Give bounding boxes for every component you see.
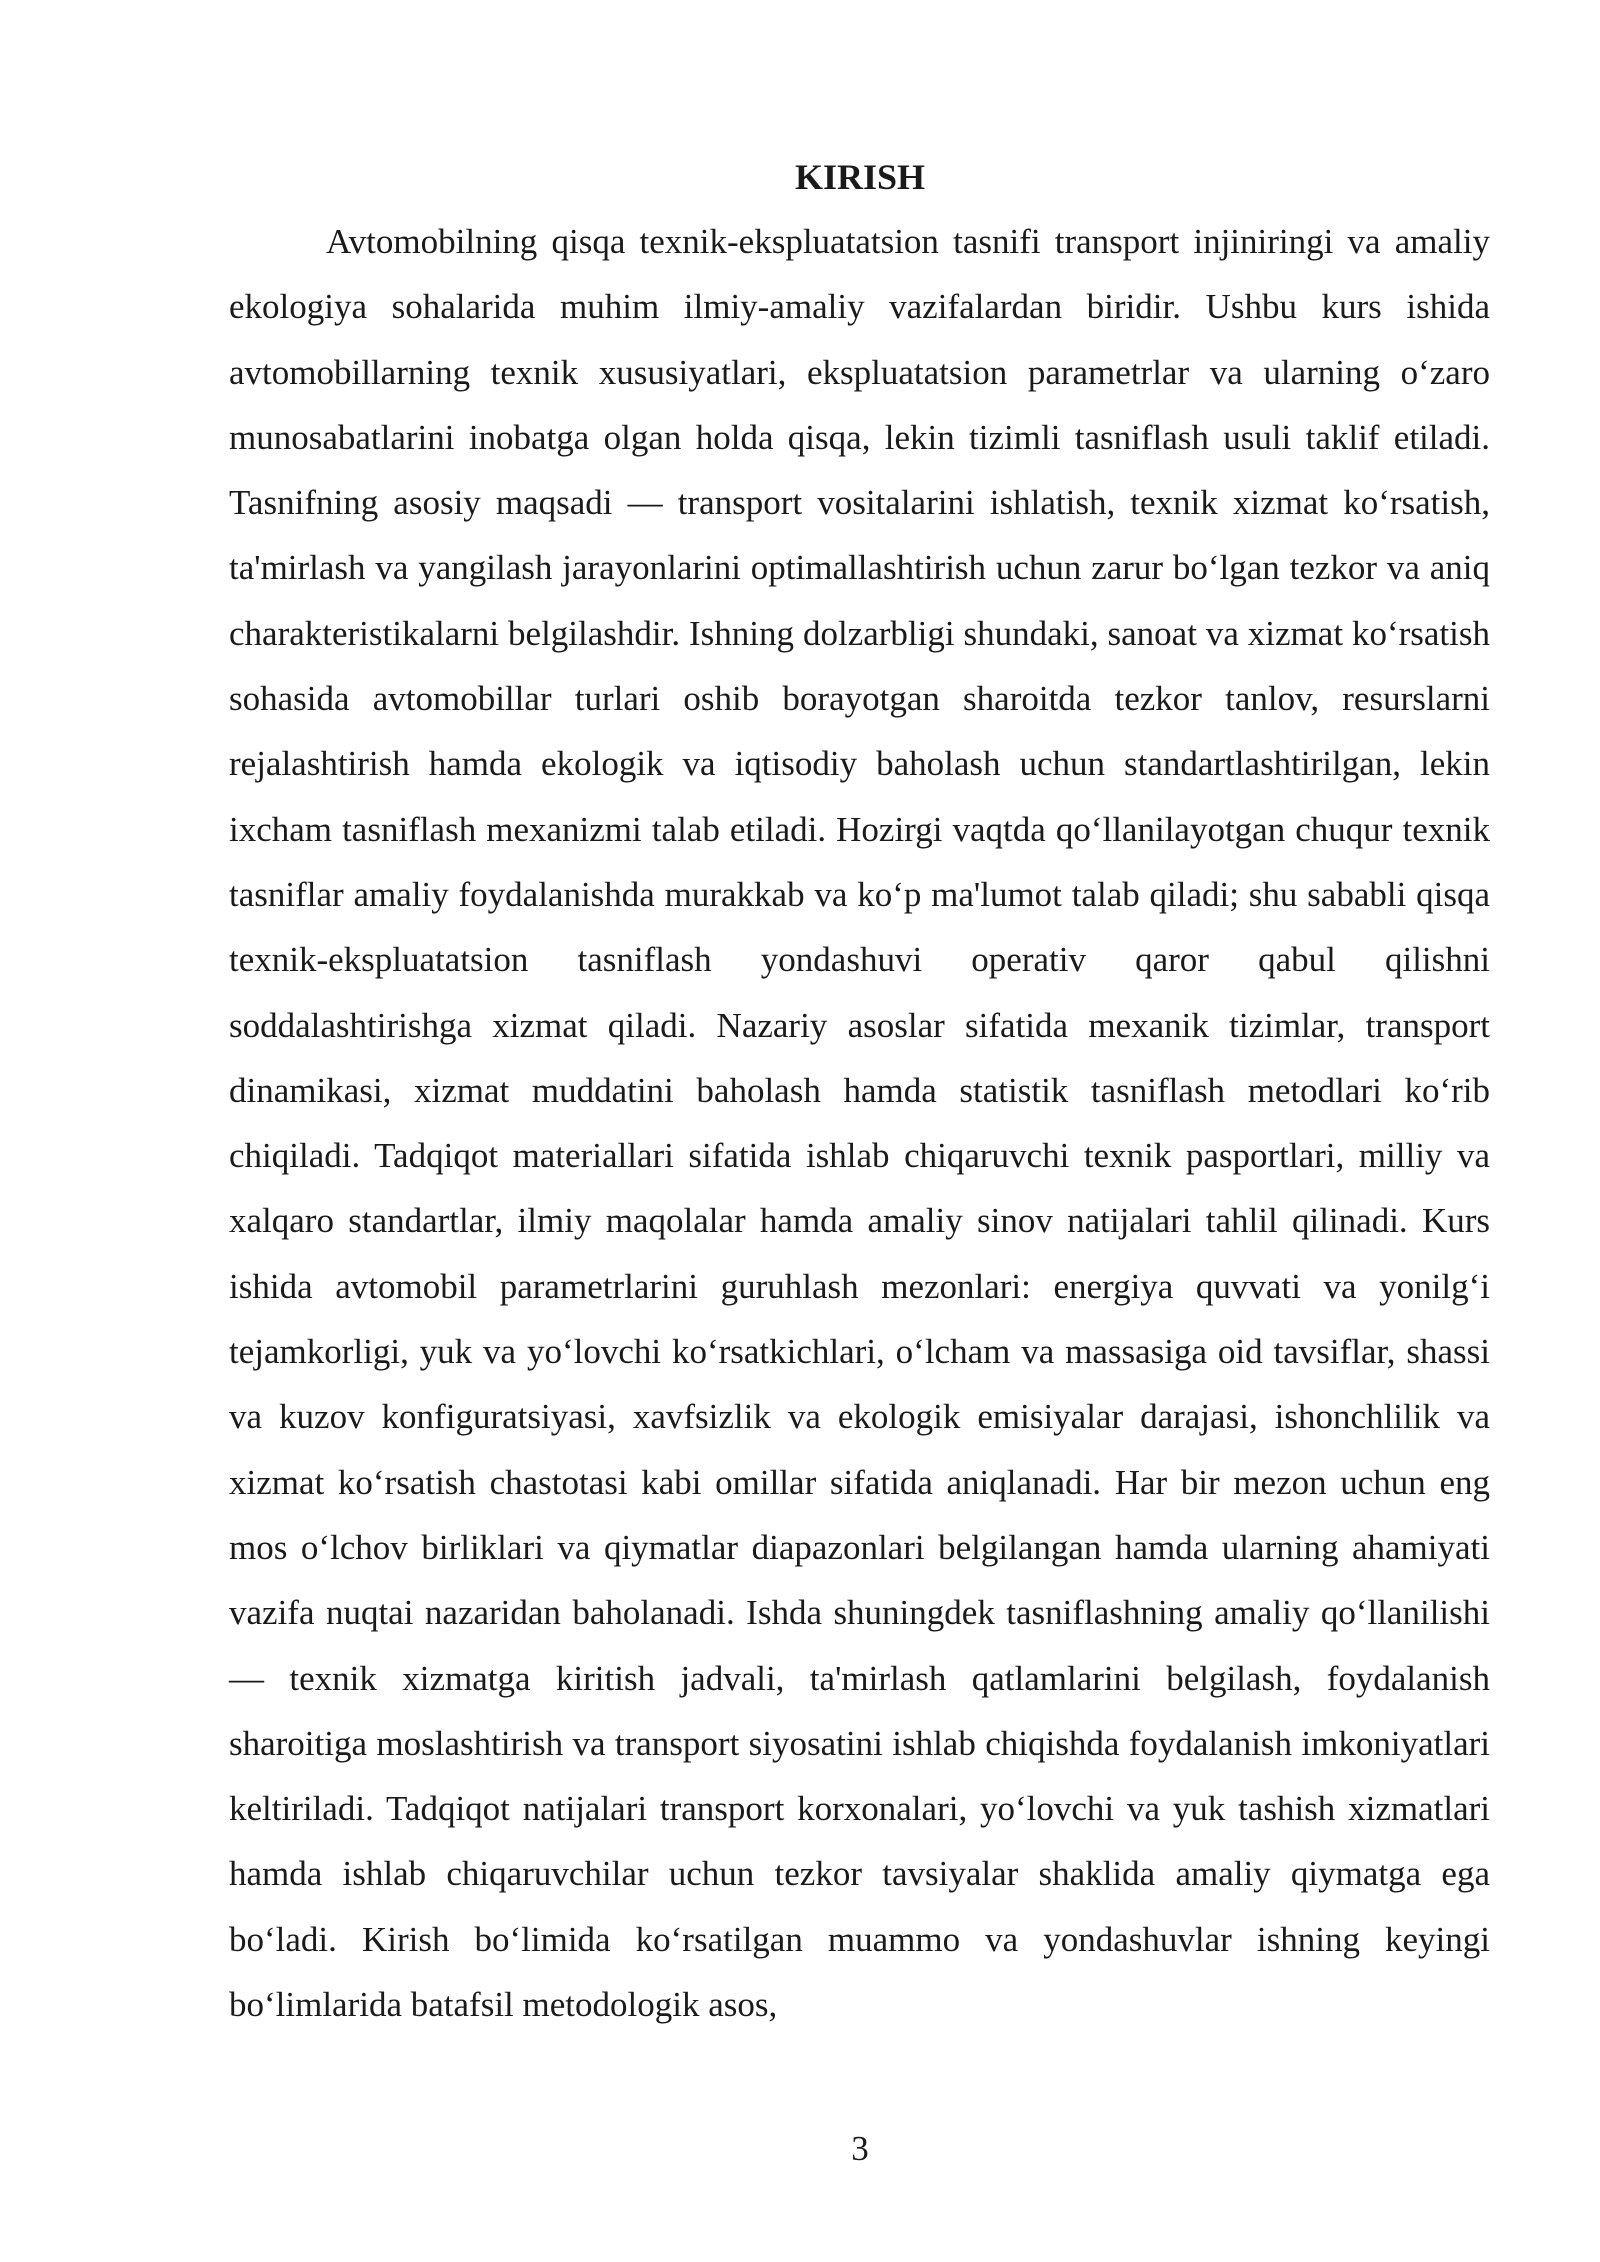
body-paragraph: Avtomobilning qisqa texnik-ekspluatatsion tasnifi transport injiniringi va amaliy ekologiya sohalarida muhim ilmiy-amaliy vazifalardan biridir. Ushbu kurs ishida avtomobillarning texnik xususiyatlari, ekspluatatsion parametrlar va ularning o‘zaro munosabatlarini inobatga olgan holda qisqa, lekin tizimli tasniflash usuli taklif etiladi. Tasnifning asosiy maqsadi — transport vositalarini ishlatish, texnik xizmat ko‘rsatish, ta'mirlash va yangilash jarayonlarini optimallashtirish uchun zarur bo‘lgan tezkor va aniq charakteristikalarni belgilashdir. Ishning dolzarbligi shundaki, sanoat va xizmat ko‘rsatish sohasida avtomobillar turlari oshib borayotgan sharoitda tezkor tanlov, resurslarni rejalashtirish hamda ekologik va iqtisodiy baholash uchun standartlashtirilgan, lekin ixcham tasniflash mexanizmi talab etiladi. Hozirgi vaqtda qo‘llanilayotgan chuqur texnik tasniflar amaliy foydalanishda murakkab va ko‘p ma'lumot talab qiladi; shu sababli qisqa texnik-ekspluatatsion tasniflash yondashuvi operativ qaror qabul qilishni soddalashtirishga xizmat qiladi. Nazariy asoslar sifatida mexanik tizimlar, transport dinamikasi, xizmat muddatini baholash hamda statistik tasniflash metodlari ko‘rib chiqiladi. Tadqiqot materiallari sifatida ishlab chiqaruvchi texnik pasportlari, milliy va xalqaro standartlar, ilmiy maqolalar hamda amaliy sinov natijalari tahlil qilinadi. Kurs ishida avtomobil parametrlarini guruhlash mezonlari: energiya quvvati va yonilg‘i tejamkorligi, yuk va yo‘lovchi ko‘rsatkichlari, o‘lcham va massasiga oid tavsiflar, shassi va kuzov konfiguratsiyasi, xavfsizlik va ekologik emisiyalar darajasi, ishonchlilik va xizmat ko‘rsatish chastotasi kabi omillar sifatida aniqlanadi. Har bir mezon uchun eng mos o‘lchov birliklari va qiymatlar diapazonlari belgilangan hamda ularning ahamiyati vazifa nuqtai nazaridan baholanadi. Ishda shuningdek tasniflashning amaliy qo‘llanilishi — texnik xizmatga kiritish jadvali, ta'mirlash qatlamlarini belgilash, foydalanish sharoitiga moslashtirish va transport siyosatini ishlab chiqishda foydalanish imkoniyatlari keltiriladi. Tadqiqot natijalari transport korxonalari, yo‘lovchi va yuk tashish xizmatlari hamda ishlab chiqaruvchilar uchun tezkor tavsiyalar shaklida amaliy qiymatga ega bo‘ladi. Kirish bo‘limida ko‘rsatilgan muammo va yondashuvlar ishning keyingi bo‘limlarida batafsil metodologik asos, bbox=[229, 222, 1490, 2025]
section-heading: KIRISH bbox=[794, 157, 926, 197]
page-number: 3 bbox=[851, 2129, 869, 2168]
